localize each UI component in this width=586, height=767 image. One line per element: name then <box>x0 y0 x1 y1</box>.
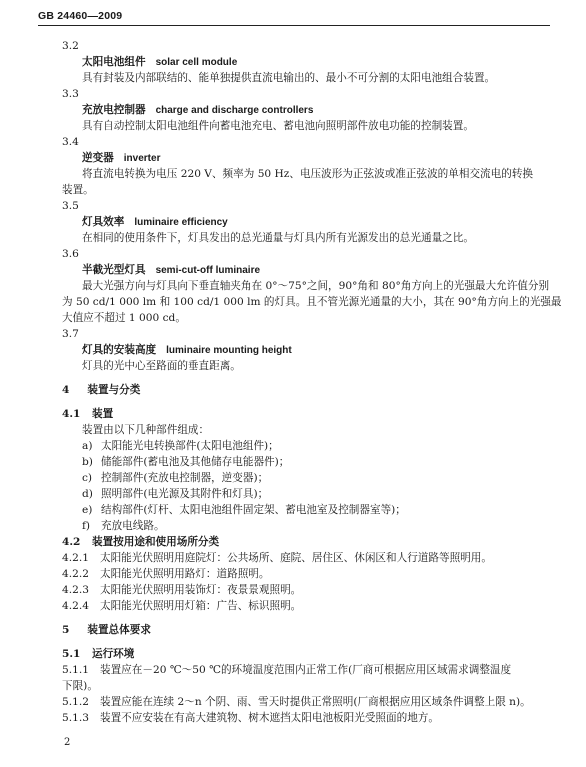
page-number: 2 <box>64 737 71 748</box>
section-number: 4 <box>62 384 70 396</box>
term-zh: 半截光型灯具 <box>82 264 146 276</box>
clause-number: 3.7 <box>62 328 79 340</box>
subsection-title: 运行环境 <box>92 648 135 660</box>
term-en: luminaire efficiency <box>134 217 228 228</box>
definition-text: 将直流电转换为电压 220 V、频率为 50 Hz、电压波形为正弦波或准正弦波的单相交流电的转换 <box>82 168 534 180</box>
term-zh: 太阳电池组件 <box>82 56 146 68</box>
definition-text: 为 50 cd/1 000 lm 和 100 cd/1 000 lm 的灯具。且不管光源光通量的大小，其在 90°角方向上的光强最 <box>62 296 562 308</box>
subsection-title: 装置按用途和使用场所分类 <box>92 536 220 548</box>
clause-item: 4.2.4 太阳能光伏照明用灯箱：广告、标识照明。 <box>62 600 302 612</box>
list-item: e) 结构部件(灯杆、太阳电池组件固定架、蓄电池室及控制器室等)； <box>82 504 406 516</box>
clause-item: 5.1.3 装置不应安装在有高大建筑物、树木遮挡太阳电池板阳光受照面的地方。 <box>62 712 439 724</box>
list-item: a) 太阳能光电转换部件(太阳电池组件)； <box>82 440 279 452</box>
list-item: f) 充放电线路。 <box>82 520 165 532</box>
section-title: 装置总体要求 <box>87 624 151 636</box>
term-heading <box>82 263 260 278</box>
term-heading <box>82 151 160 166</box>
term-en: luminaire mounting height <box>166 345 292 356</box>
clause-number: 3.6 <box>62 248 79 260</box>
standard-number: GB 24460—2009 <box>38 10 123 22</box>
subsection-number: 5.1 <box>62 648 81 660</box>
term-heading <box>82 215 228 230</box>
clause-continuation: 下限)。 <box>62 680 98 692</box>
term-heading <box>82 343 292 358</box>
header-rule <box>38 25 550 26</box>
clause-item: 4.2.1 太阳能光伏照明用庭院灯：公共场所、庭院、居住区、休闲区和人行道路等照明用。 <box>62 552 492 564</box>
term-zh: 逆变器 <box>82 152 114 164</box>
intro-text: 装置由以下几种部件组成： <box>82 424 210 436</box>
term-en: semi-cut-off luminaire <box>155 265 261 276</box>
definition-text: 装置。 <box>62 184 94 196</box>
term-heading <box>82 55 237 70</box>
subsection-number: 4.2 <box>62 536 81 548</box>
subsection-heading <box>62 647 134 661</box>
subsection-heading <box>62 407 113 421</box>
section-heading <box>62 383 140 397</box>
clause-item: 5.1.2 装置应能在连续 2～n 个阴、雨、雪天时提供正常照明(厂商根据应用区域条件调整上限 n)。 <box>62 696 531 708</box>
clause-item: 4.2.2 太阳能光伏照明用路灯：道路照明。 <box>62 568 270 580</box>
definition-text: 具有自动控制太阳电池组件向蓄电池充电、蓄电池向照明部件放电功能的控制装置。 <box>82 120 474 132</box>
term-en: inverter <box>123 153 161 164</box>
term-zh: 灯具的安装高度 <box>82 344 157 356</box>
clause-item: 4.2.3 太阳能光伏照明用装饰灯：夜景景观照明。 <box>62 584 302 596</box>
subsection-title: 装置 <box>92 408 114 420</box>
definition-text: 最大光强方向与灯具向下垂直轴夹角在 0°～75°之间，90°角和 80°角方向上的光强最大允许值分别 <box>82 280 550 292</box>
term-en: solar cell module <box>155 57 238 68</box>
list-item: b) 储能部件(蓄电池及其他储存电能器件)； <box>82 456 290 468</box>
clause-number: 3.5 <box>62 200 79 212</box>
list-item: c) 控制部件(充放电控制器，逆变器)； <box>82 472 269 484</box>
definition-text: 灯具的光中心至路面的垂直距离。 <box>82 360 241 372</box>
section-heading <box>62 623 151 637</box>
term-zh: 灯具效率 <box>82 216 125 228</box>
term-en: charge and discharge controllers <box>155 105 314 116</box>
clause-number: 3.4 <box>62 136 79 148</box>
subsection-heading <box>62 535 219 549</box>
definition-text: 具有封装及内部联结的、能单独提供直流电输出的、最小不可分割的太阳电池组合装置。 <box>82 72 496 84</box>
term-zh: 充放电控制器 <box>82 104 146 116</box>
clause-item: 5.1.1 装置应在－20 ℃～50 ℃的环境温度范围内正常工作(厂商可根据应用区域需求调整温度 <box>62 664 512 676</box>
definition-text: 大值应不超过 1 000 cd。 <box>62 312 186 324</box>
list-item: d) 照明部件(电光源及其附件和灯具)； <box>82 488 269 500</box>
definition-text: 在相同的使用条件下，灯具发出的总光通量与灯具内所有光源发出的总光通量之比。 <box>82 232 474 244</box>
section-title: 装置与分类 <box>87 384 141 396</box>
subsection-number: 4.1 <box>62 408 81 420</box>
term-heading <box>82 103 313 118</box>
clause-number: 3.3 <box>62 88 79 100</box>
clause-number: 3.2 <box>62 40 79 52</box>
section-number: 5 <box>62 624 70 636</box>
